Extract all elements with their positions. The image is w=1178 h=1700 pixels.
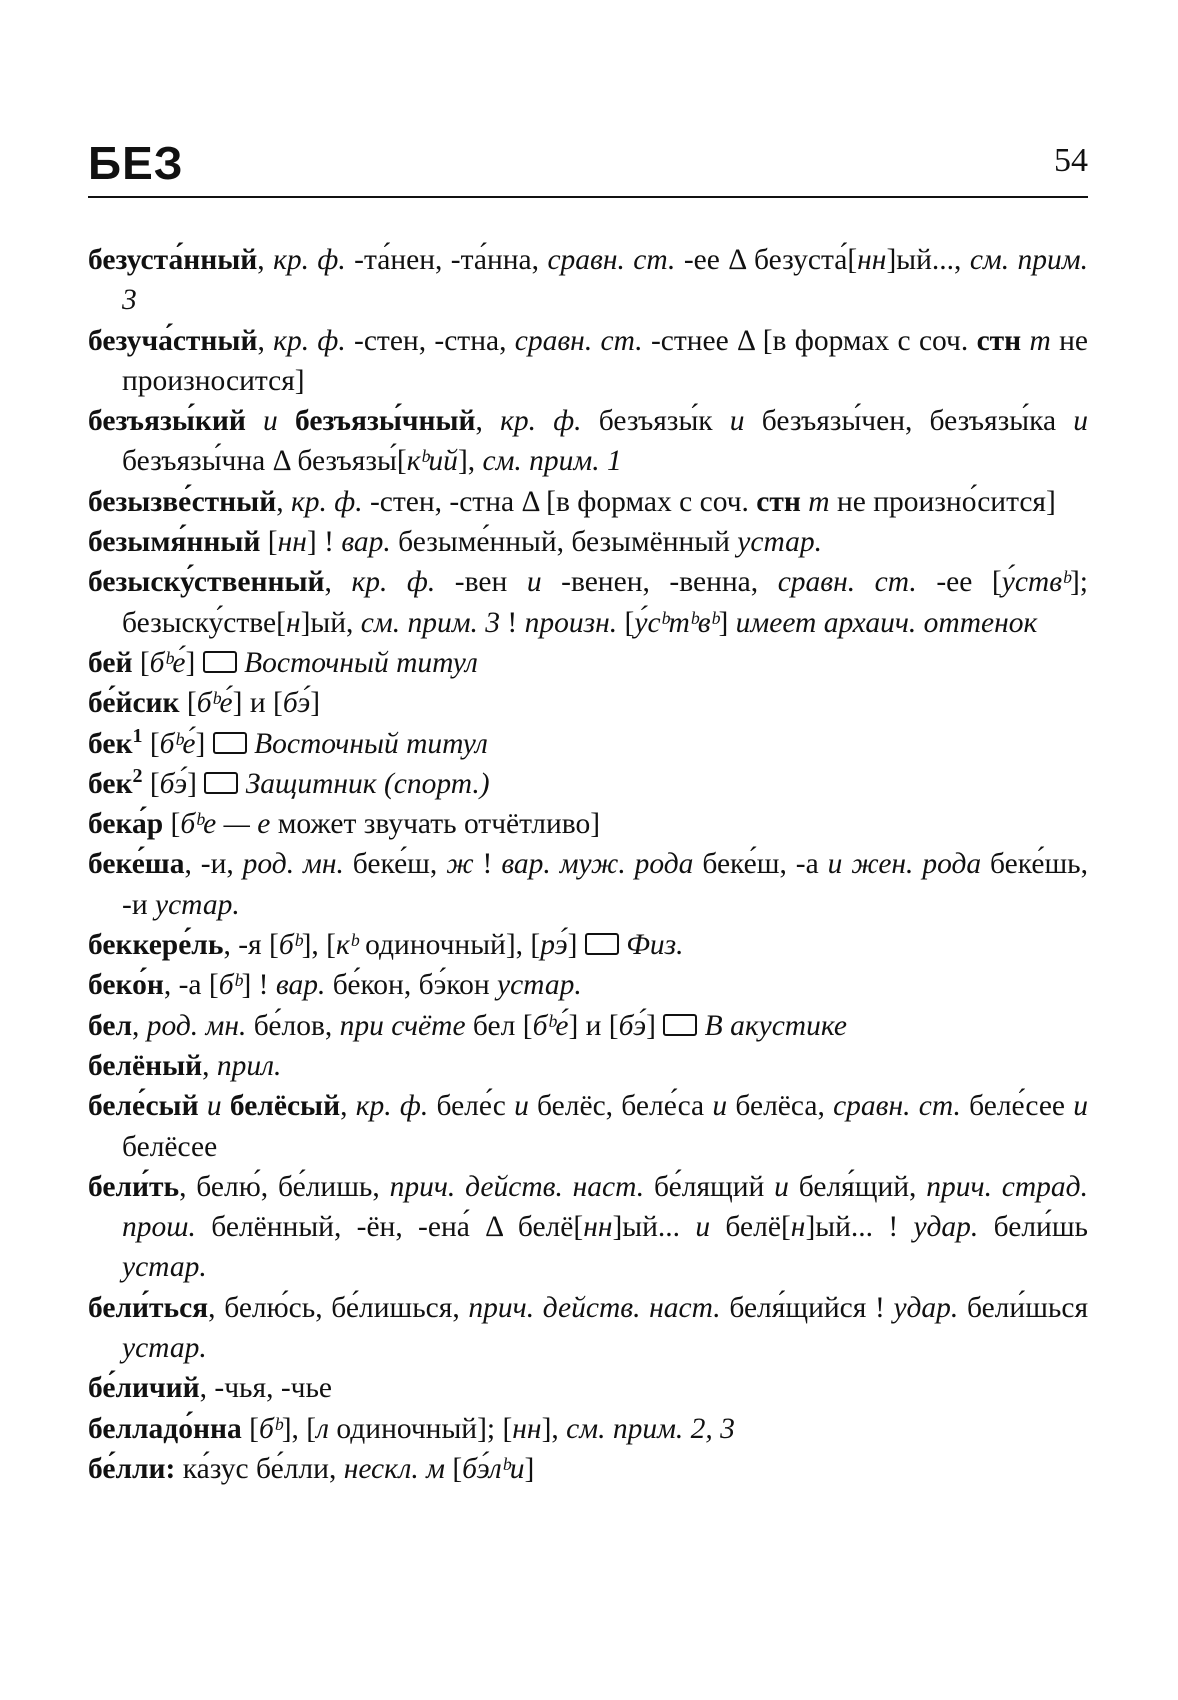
headword: бели́ться [88, 1291, 209, 1324]
headword: бей [88, 646, 133, 679]
headword: бек [88, 727, 133, 760]
headword: безъязы́чный [295, 405, 476, 438]
dictionary-entry: бе́лли: ка́зус бе́лли, нескл. м [бэ́лᵇи] [88, 1452, 535, 1485]
box-icon [213, 732, 247, 754]
header-rule [88, 196, 1088, 198]
headword: беко́н [88, 969, 164, 1002]
dictionary-entry: бе́личий, -чья, -чье [88, 1372, 333, 1405]
page-number: 54 [1054, 142, 1088, 179]
dictionary-entry: бек$^2$ [бэ́] Защитник (спорт.) [88, 765, 490, 800]
headword: бел [88, 1009, 133, 1042]
headword: безымя́нный [88, 526, 261, 559]
headword: бе́личий [88, 1372, 200, 1405]
dictionary-entry: бели́ть, белю́, бе́лишь, прич. действ. наст. бе́лящий и беля́щий, прич. страд. прош. белённый, -ён, -ена́ Δ белё[нн]ый... и белё[н]ый... ! удар. бели́шь устар. [88, 1170, 1088, 1284]
dictionary-entry: безызве́стный, кр. ф. -стен, -стна Δ [в формах с соч. стн т не произно́сится] [88, 485, 1056, 518]
headword: беке́ша [88, 848, 185, 881]
box-icon [585, 933, 619, 955]
dictionary-entry: бе́йсик [бᵇе́] и [бэ́] [88, 687, 321, 720]
entries-list [88, 240, 1088, 1489]
headword: безуста́нный [88, 244, 258, 276]
dictionary-entry: беккере́ль, -я [бᵇ], [кᵇ одиночный], [рэ́] Физ. [88, 929, 684, 962]
box-icon [204, 772, 238, 794]
headword: бе́лли: [88, 1452, 176, 1485]
headword: безызве́стный [88, 485, 277, 518]
homonym-number: 1 [132, 724, 143, 747]
section-title: БЕЗ [88, 137, 184, 189]
dictionary-entry: безуча́стный, кр. ф. -стен, -стна, сравн. ст. -стнее Δ [в формах с соч. стн т не произносится] [88, 324, 1088, 397]
headword: белёсый [229, 1090, 341, 1123]
headword: беле́сый [88, 1090, 199, 1123]
dictionary-entry: безъязы́кий и безъязы́чный, кр. ф. безъязы́к и безъязы́чен, безъязы́ка и безъязы́чна Δ безъязы́[кᵇий], см. прим. 1 [88, 405, 1089, 478]
dictionary-entry: бел, род. мн. бе́лов, при счёте бел [бᵇе́] и [бэ́] В акустике [88, 1009, 848, 1042]
dictionary-entry: беко́н, -а [бᵇ] ! вар. бе́кон, бэ́кон устар. [88, 969, 582, 1002]
dictionary-entry: беле́сый и белёсый, кр. ф. беле́с и белёс, беле́са и белёса, сравн. ст. беле́сее и белёсее [88, 1090, 1089, 1163]
dictionary-entry: белладо́нна [бᵇ], [л одиночный]; [нн], см. прим. 2, 3 [88, 1412, 735, 1445]
headword: безуча́стный [88, 324, 258, 357]
headword: бек [88, 767, 133, 800]
dictionary-entry: бели́ться, белю́сь, бе́лишься, прич. действ. наст. беля́щийся ! удар. бели́шься устар. [88, 1291, 1089, 1365]
dictionary-entry: безыску́ственный, кр. ф. -вен и -венен, -венна, сравн. ст. -ее [у́ствᵇ]; безыску́стве[н]ый, см. прим. 3 ! произн. [у́сᵇтᵇвᵇ] имеет архаич. оттенок [88, 566, 1089, 639]
headword: беккере́ль [88, 929, 224, 962]
box-icon [663, 1014, 697, 1036]
dictionary-entry: беке́ша, -и, род. мн. беке́ш, ж ! вар. муж. рода беке́ш, -а и жен. рода беке́шь, -и устар. [88, 848, 1088, 921]
dictionary-entry: бей [бᵇе́] Восточный титул [88, 646, 478, 679]
page-header [88, 130, 1088, 200]
headword: безъязы́кий [88, 405, 246, 438]
headword: бе́йсик [88, 687, 180, 720]
headword: белёный [88, 1049, 203, 1082]
dictionary-entry: безымя́нный [нн] ! вар. безыме́нный, безымённый устар. [88, 526, 823, 559]
homonym-number: 2 [132, 765, 143, 788]
box-icon [203, 651, 237, 673]
dictionary-entry: белёный, прил. [88, 1049, 282, 1082]
dictionary-entry: бека́р [бᵇе — е может звучать отчётливо] [88, 808, 601, 841]
dictionary-entry: безуста́нный, кр. ф. -та́нен, -та́нна, сравн. ст. -ее Δ безуста́[нн]ый..., см. прим. 3 [88, 244, 1088, 317]
dictionary-entry: бек$^1$ [бᵇе́] Восточный титул [88, 724, 488, 760]
headword: бели́ть [88, 1170, 180, 1203]
headword: безыску́ственный [88, 566, 325, 599]
headword: белладо́нна [88, 1412, 242, 1445]
headword: бека́р [88, 808, 164, 841]
